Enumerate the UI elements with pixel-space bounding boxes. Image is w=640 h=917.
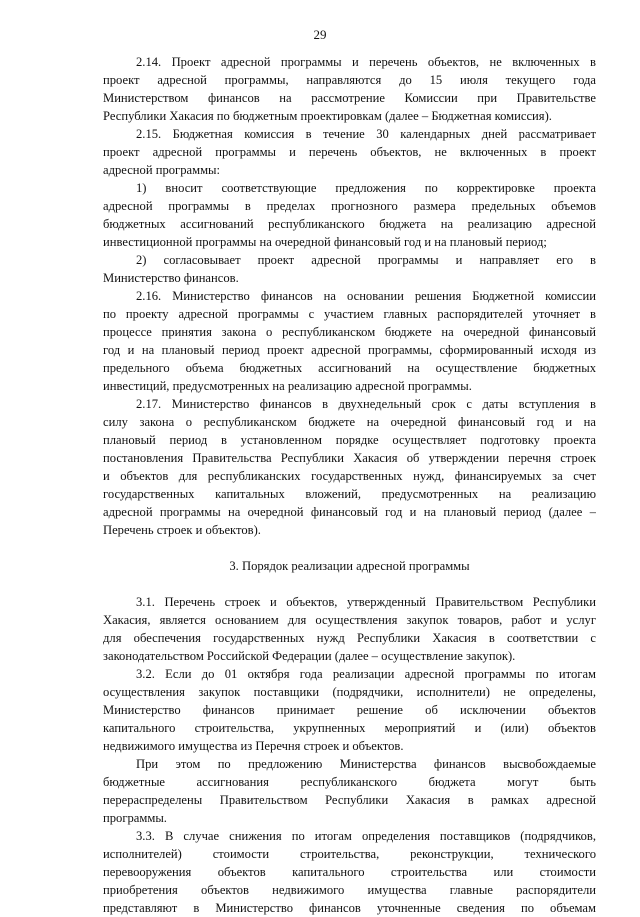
text-line: При этом по предложению Министерства финансов высвобождаемые (136, 757, 596, 771)
text-line: предельного объема бюджетных ассигнований на осуществление бюджетных (103, 361, 596, 375)
text-line: инвестиций, предусмотренных на реализацию адресной программы. (103, 379, 472, 393)
text-line: Министерство финансов принимает решение об исключении объектов (103, 703, 596, 717)
text-line: 2) согласовывает проект адресной программы и направляет его в (136, 253, 596, 267)
text-line: Перечень строек и объектов). (103, 523, 261, 537)
section-heading: 3. Порядок реализации адресной программы (229, 559, 470, 573)
text-line: процессе принятия закона о республиканском бюджете на очередной финансовый (103, 325, 596, 339)
text-line: законодательством Российской Федерации (далее – осуществление закупок). (103, 649, 516, 663)
text-line: проект адресной программы, направляются до 15 июля текущего года (103, 73, 596, 87)
text-line: силу закона о республиканском бюджете на очередной финансовый год и на (103, 415, 596, 429)
text-line: плановый период в установленном порядке осуществляет подготовку проекта (103, 433, 596, 447)
text-line: 1) вносит соответствующие предложения по корректировке проекта (136, 181, 596, 195)
text-line: Министерством финансов на рассмотрение Комиссии при Правительстве (103, 91, 596, 105)
text-line: 2.17. Министерство финансов в двухнедельный срок с даты вступления в (136, 397, 596, 411)
text-line: 3.2. Если до 01 октября года реализации адресной программы по итогам (136, 667, 596, 681)
text-line: программы. (103, 811, 167, 825)
text-line: государственных капитальных вложений, предусмотренных на реализацию (103, 487, 596, 501)
text-line: приобретения объектов недвижимого имущества главные распорядители (103, 883, 596, 897)
text-line: представляют в Министерство финансов уточненные сведения по объемам (103, 901, 596, 915)
text-line: недвижимого имущества из Перечня строек и объектов. (103, 739, 404, 753)
text-line: 2.15. Бюджетная комиссия в течение 30 календарных дней рассматривает (136, 127, 596, 141)
text-line: постановления Правительства Республики Хакасия об утверждении перечня строек (103, 451, 596, 465)
text-line: адресной программы на очередной финансовый год и на плановый период (далее – (103, 505, 596, 519)
text-line: Республики Хакасия по бюджетным проектировкам (далее – Бюджетная комиссия). (103, 109, 552, 123)
text-line: Министерство финансов. (103, 271, 239, 285)
text-line: проект адресной программы и перечень объектов, не включенных в проект (103, 145, 596, 159)
text-line: перераспределены Правительством Республики Хакасия в рамках адресной (103, 793, 596, 807)
text-line: бюджетные ассигнования республиканского бюджета могут быть (103, 775, 596, 789)
text-line: капитального строительства, укрупненных мероприятий и (или) объектов (103, 721, 596, 735)
text-line: бюджетных ассигнований республиканского бюджета на реализацию адресной (103, 217, 596, 231)
text-line: по проекту адресной программы с участием главных распорядителей уточняет в (103, 307, 596, 321)
text-line: 2.14. Проект адресной программы и перечень объектов, не включенных в (136, 55, 596, 69)
text-line: перевооружения объектов капитального строительства или стоимости (103, 865, 596, 879)
page-number: 29 (313, 27, 327, 42)
text-line: для обеспечения государственных нужд Республики Хакасия в соответствии с (103, 631, 596, 645)
text-line: адресной программы в пределах прогнозного размера предельных объемов (103, 199, 596, 213)
text-line: исполнителей) стоимости строительства, реконструкции, технического (103, 847, 596, 861)
text-line: Хакасия, является основанием для осуществления закупок товаров, работ и услуг (103, 613, 596, 627)
text-line: адресной программы: (103, 163, 220, 177)
text-line: 3.3. В случае снижения по итогам определения поставщиков (подрядчиков, (136, 829, 596, 843)
text-line: 2.16. Министерство финансов на основании решения Бюджетной комиссии (136, 289, 596, 303)
text-line: и объектов для республиканских государственных нужд, финансируемых за счет (103, 469, 596, 483)
text-line: год и на плановый период проект адресной программы, сформированный исходя из (103, 343, 596, 357)
text-line: 3.1. Перечень строек и объектов, утвержденный Правительством Республики (136, 595, 596, 609)
text-line: осуществления закупок поставщики (подрядчики, исполнители) не определены, (103, 685, 596, 699)
text-line: инвестиционной программы на очередной финансовый год и на плановый период; (103, 235, 547, 249)
